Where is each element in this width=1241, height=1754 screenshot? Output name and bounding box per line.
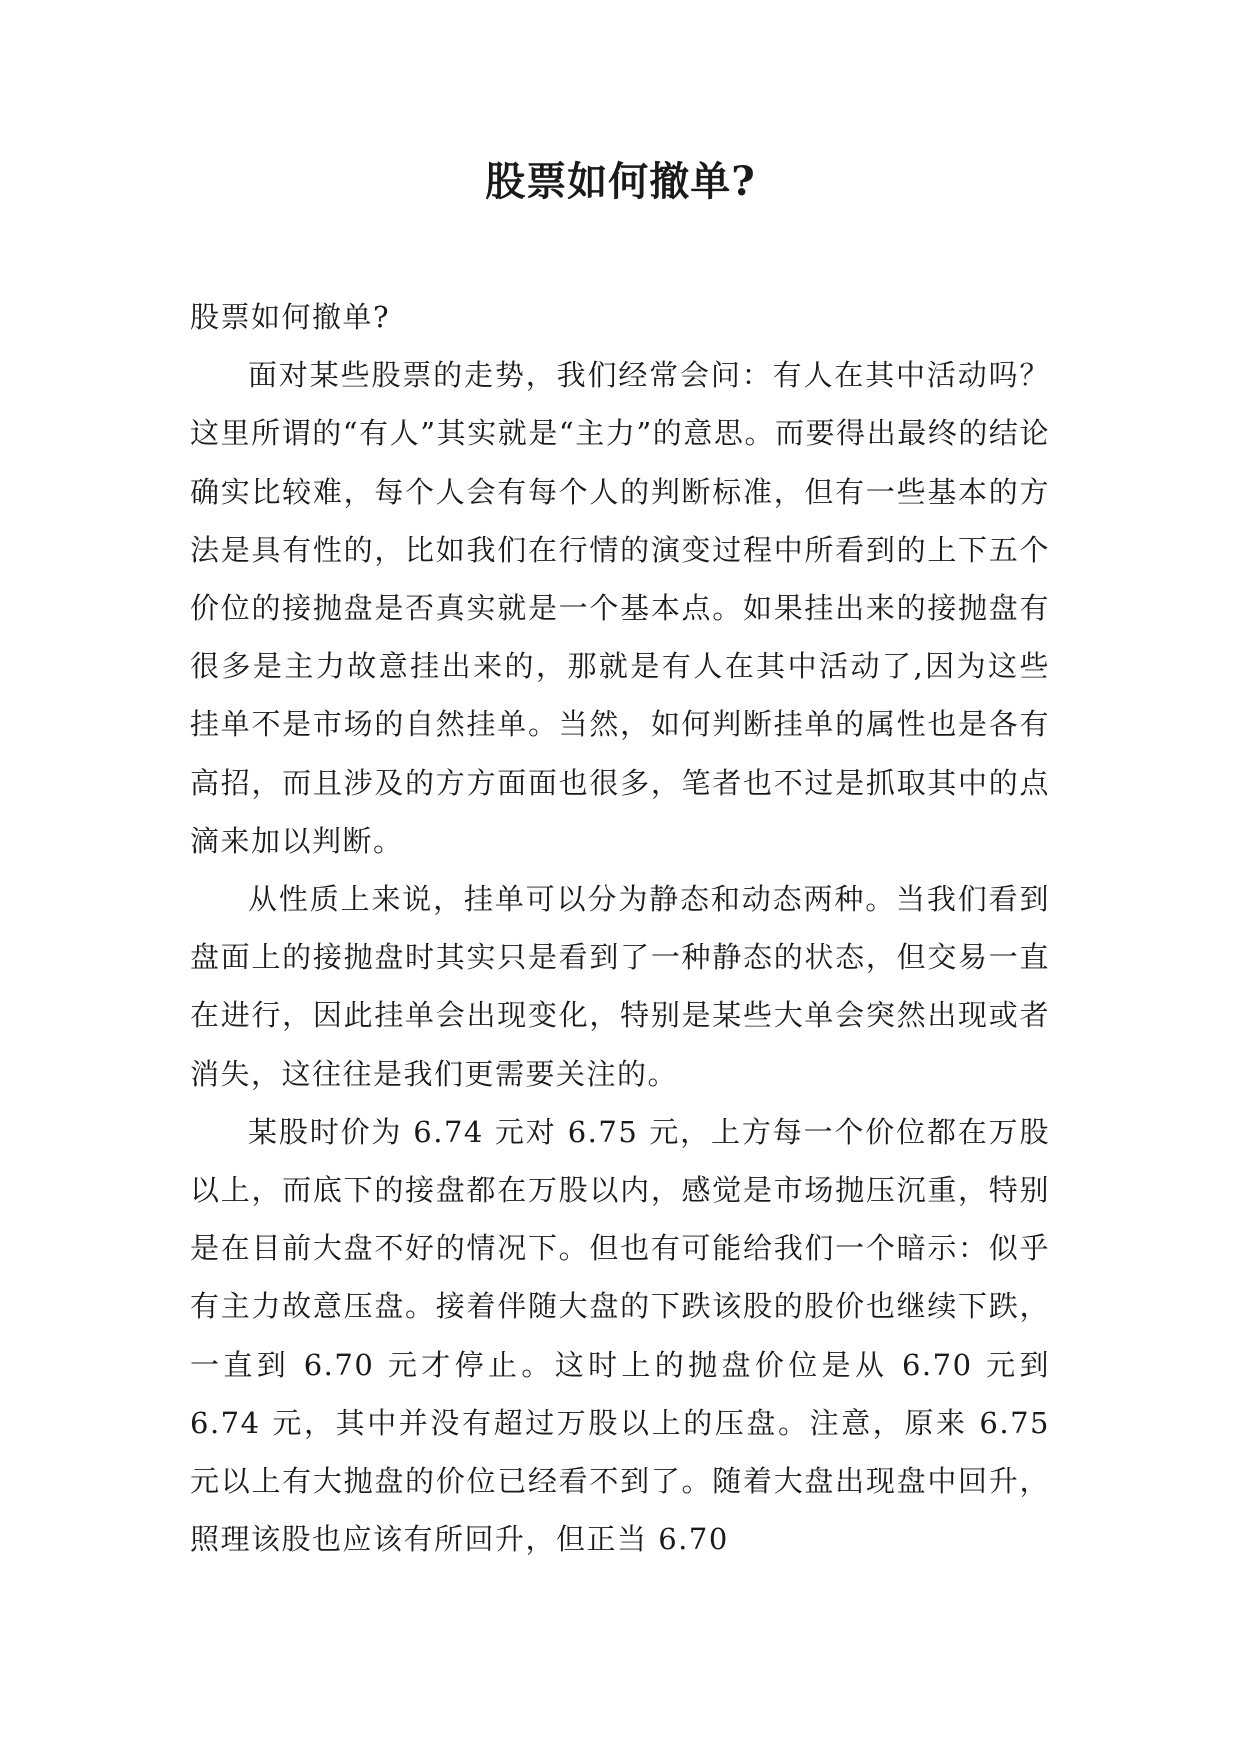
document-body <box>190 288 1050 1568</box>
paragraph-2: 从性质上来说，挂单可以分为静态和动态两种。当我们看到盘面上的接抛盘时其实只是看到了一种静态的状态，但交易一直在进行，因此挂单会出现变化，特别是某些大单会突然出现或者消失，这往往是我们更需要关注的。 <box>190 882 1050 1091</box>
paragraph-3: 某股时价为 6.74 元对 6.75 元，上方每一个价位都在万股以上，而底下的接盘都在万股以内，感觉是市场抛压沉重，特别是在目前大盘不好的情况下。但也有可能给我们一个暗示：似乎有主力故意压盘。接着伴随大盘的下跌该股的股价也继续下跌，一直到 6.70 元才停止。这时上的抛盘价位是从 6.70 元到 6.74 元，其中并没有超过万股以上的压盘。注意，原来 6.75 元以上有大抛盘的价位已经看不到了。随着大盘出现盘中回升，照理该股也应该有所回升，但正当 6.70 <box>190 1114 1050 1557</box>
paragraph-1: 面对某些股票的走势，我们经常会问：有人在其中活动吗？这里所谓的“有人”其实就是“主力”的意思。而要得出最终的结论确实比较难，每个人会有每个人的判断标准，但有一些基本的方法是具有性的，比如我们在行情的演变过程中所看到的上下五个价位的接抛盘是否真实就是一个基本点。如果挂出来的接抛盘有很多是主力故意挂出来的，那就是有人在其中活动了,因为这些挂单不是市场的自然挂单。当然，如何判断挂单的属性也是各有高招，而且涉及的方方面面也很多，笔者也不过是抓取其中的点滴来加以判断。 <box>190 358 1050 858</box>
document-title: 股票如何撤单? <box>485 158 756 205</box>
document-subtitle: 股票如何撤单? <box>190 300 391 334</box>
